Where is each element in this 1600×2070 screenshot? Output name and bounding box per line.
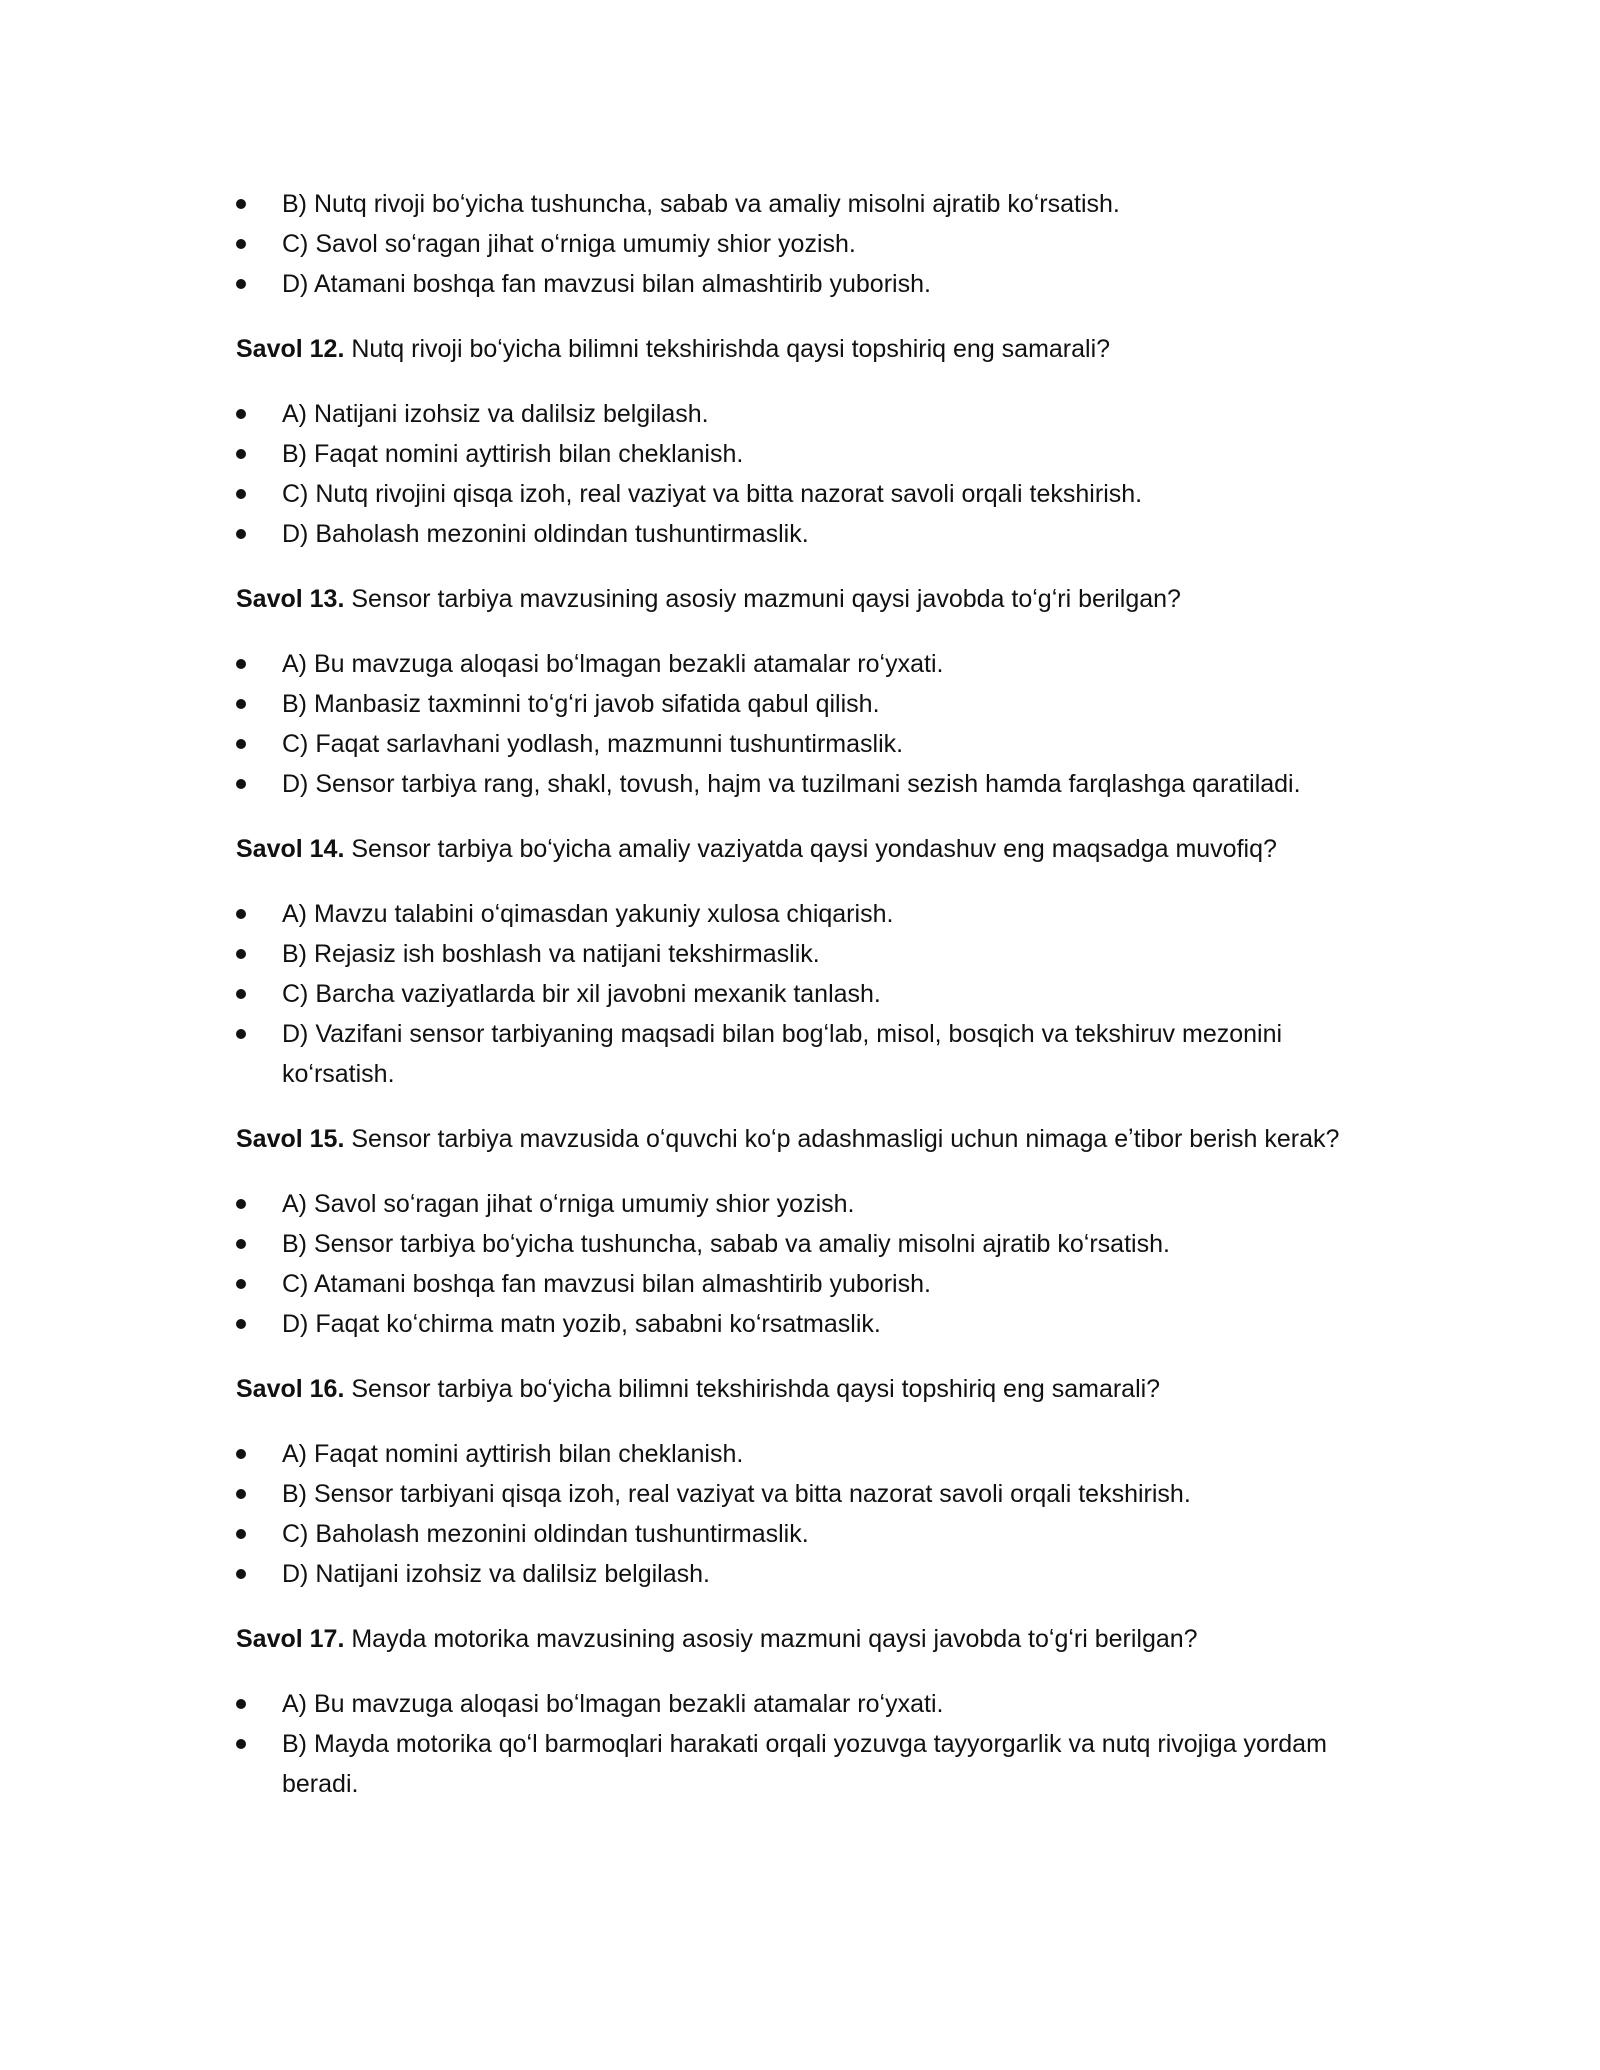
option-list [236,1434,1356,1594]
option-item: B) Sensor tarbiya boʻyicha tushuncha, sabab va amaliy misolni ajratib koʻrsatish. [236,1224,1356,1264]
option-item: B) Mayda motorika qoʻl barmoqlari harakati orqali yozuvga tayyorgarlik va nutq rivojiga yordam beradi. [236,1724,1356,1804]
option-item: A) Natijani izohsiz va dalilsiz belgilash. [236,394,1356,434]
option-item: B) Sensor tarbiyani qisqa izoh, real vaziyat va bitta nazorat savoli orqali tekshirish. [236,1474,1356,1514]
option-list [236,1684,1356,1804]
question-text [236,829,1356,869]
option-item: C) Baholash mezonini oldindan tushuntirmaslik. [236,1514,1356,1554]
question-label: Savol 14. [236,835,345,863]
option-list [236,1184,1356,1344]
option-item: B) Faqat nomini ayttirish bilan cheklanish. [236,434,1356,474]
option-item: A) Faqat nomini ayttirish bilan cheklanish. [236,1434,1356,1474]
question-body: Sensor tarbiya mavzusida oʻquvchi koʻp adashmasligi uchun nimaga eʼtibor berish kerak? [351,1125,1340,1153]
option-item: A) Bu mavzuga aloqasi boʻlmagan bezakli atamalar roʻyxati. [236,1684,1356,1724]
question-label: Savol 16. [236,1375,345,1403]
option-item: D) Baholash mezonini oldindan tushuntirmaslik. [236,514,1356,554]
option-item: D) Atamani boshqa fan mavzusi bilan almashtirib yuborish. [236,264,1356,304]
question-body: Sensor tarbiya mavzusining asosiy mazmuni qaysi javobda toʻgʻri berilgan? [351,585,1181,613]
option-item: C) Barcha vaziyatlarda bir xil javobni mexanik tanlash. [236,974,1356,1014]
question-block [236,1369,1356,1594]
option-item: D) Vazifani sensor tarbiyaning maqsadi bilan bogʻlab, misol, bosqich va tekshiruv mezonini koʻrsatish. [236,1014,1356,1094]
question-label: Savol 15. [236,1125,345,1153]
option-list [236,394,1356,554]
question-block [236,329,1356,554]
question-block [236,579,1356,804]
question-text [236,579,1356,619]
option-item: C) Faqat sarlavhani yodlash, mazmunni tushuntirmaslik. [236,724,1356,764]
option-item: D) Natijani izohsiz va dalilsiz belgilash. [236,1554,1356,1594]
option-item: B) Manbasiz taxminni toʻgʻri javob sifatida qabul qilish. [236,684,1356,724]
question-body: Sensor tarbiya boʻyicha bilimni tekshirishda qaysi topshiriq eng samarali? [351,1375,1161,1403]
option-item: C) Savol soʻragan jihat oʻrniga umumiy shior yozish. [236,224,1356,264]
option-item: B) Rejasiz ish boshlash va natijani tekshirmaslik. [236,934,1356,974]
option-item: A) Savol soʻragan jihat oʻrniga umumiy shior yozish. [236,1184,1356,1224]
document-page [236,184,1356,1804]
option-item: C) Atamani boshqa fan mavzusi bilan almashtirib yuborish. [236,1264,1356,1304]
question-label: Savol 13. [236,585,345,613]
question-body: Sensor tarbiya boʻyicha amaliy vaziyatda qaysi yondashuv eng maqsadga muvofiq? [351,835,1277,863]
option-list [236,644,1356,804]
option-item: C) Nutq rivojini qisqa izoh, real vaziyat va bitta nazorat savoli orqali tekshirish. [236,474,1356,514]
question-label: Savol 12. [236,335,345,363]
question-block [236,1619,1356,1804]
option-item: B) Nutq rivoji boʻyicha tushuncha, sabab va amaliy misolni ajratib koʻrsatish. [236,184,1356,224]
option-list [236,184,1356,304]
option-item: A) Mavzu talabini oʻqimasdan yakuniy xulosa chiqarish. [236,894,1356,934]
option-item: D) Sensor tarbiya rang, shakl, tovush, hajm va tuzilmani sezish hamda farqlashga qaratiladi. [236,764,1356,804]
question-block [236,1119,1356,1344]
question-text [236,329,1356,369]
question-body: Nutq rivoji boʻyicha bilimni tekshirishda qaysi topshiriq eng samarali? [351,335,1111,363]
question-label: Savol 17. [236,1625,345,1653]
question-text [236,1619,1356,1659]
question-block [236,829,1356,1094]
question-text [236,1369,1356,1409]
question-text [236,1119,1356,1159]
option-item: A) Bu mavzuga aloqasi boʻlmagan bezakli atamalar roʻyxati. [236,644,1356,684]
question-body: Mayda motorika mavzusining asosiy mazmuni qaysi javobda toʻgʻri berilgan? [351,1625,1198,1653]
option-list [236,894,1356,1094]
option-item: D) Faqat koʻchirma matn yozib, sababni koʻrsatmaslik. [236,1304,1356,1344]
